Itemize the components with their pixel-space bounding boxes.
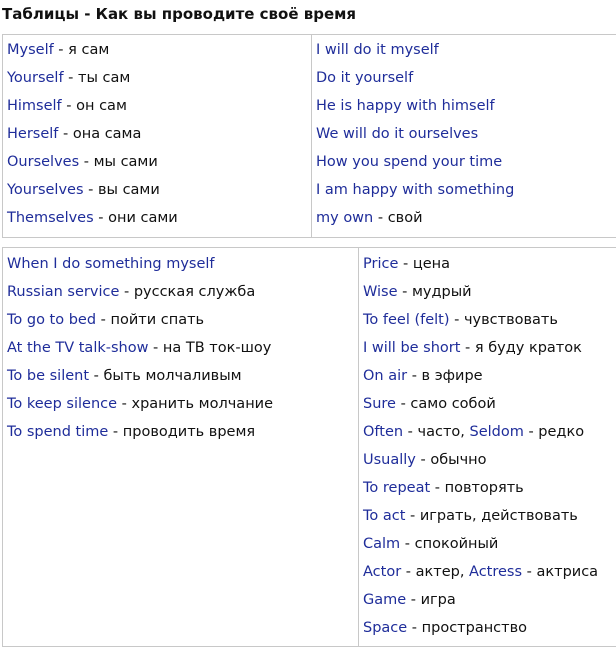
russian-translation: - актриса bbox=[522, 564, 599, 580]
english-term: I will be short bbox=[363, 340, 461, 356]
english-term: Price bbox=[363, 256, 399, 272]
russian-translation: - хранить молчание bbox=[117, 396, 274, 412]
russian-translation: - они сами bbox=[93, 210, 178, 226]
table-row bbox=[363, 450, 487, 470]
english-term: Ourselves bbox=[7, 154, 80, 170]
english-term: Myself bbox=[7, 42, 54, 58]
table-row bbox=[7, 254, 215, 274]
russian-translation: - на ТВ ток-шоу bbox=[148, 340, 272, 356]
table-row bbox=[363, 422, 584, 442]
russian-translation: - мы сами bbox=[79, 154, 158, 170]
russian-translation: - пространство bbox=[407, 620, 528, 636]
vocabulary-column-right bbox=[359, 248, 616, 646]
russian-translation: - мудрый bbox=[397, 284, 472, 300]
table-row bbox=[7, 208, 178, 228]
english-term: my own bbox=[316, 210, 374, 226]
russian-translation: - спокойный bbox=[400, 536, 499, 552]
table-row bbox=[7, 68, 130, 88]
table-row bbox=[363, 394, 496, 414]
english-term: Russian service bbox=[7, 284, 120, 300]
english-term: At the TV talk-show bbox=[7, 340, 149, 356]
english-term: Do it yourself bbox=[316, 70, 414, 86]
english-term: To go to bed bbox=[7, 312, 97, 328]
english-term: To spend time bbox=[7, 424, 109, 440]
english-term: Seldom bbox=[469, 424, 524, 440]
russian-translation: - она сама bbox=[58, 126, 142, 142]
russian-translation: - часто, bbox=[403, 424, 470, 440]
russian-translation: - в эфире bbox=[407, 368, 483, 384]
english-term: To feel (felt) bbox=[363, 312, 450, 328]
table-row bbox=[7, 422, 255, 442]
table-row bbox=[7, 40, 109, 60]
table-row bbox=[7, 96, 127, 116]
table-row bbox=[363, 338, 582, 358]
russian-translation: - я буду краток bbox=[460, 340, 582, 356]
pronouns-column-right bbox=[312, 35, 616, 237]
english-term: Game bbox=[363, 592, 407, 608]
english-term: Herself bbox=[7, 126, 59, 142]
russian-translation: - обычно bbox=[415, 452, 487, 468]
table-row bbox=[7, 180, 160, 200]
russian-translation: - чувствовать bbox=[449, 312, 558, 328]
table-row bbox=[363, 534, 498, 554]
russian-translation: - русская служба bbox=[119, 284, 256, 300]
english-term: To keep silence bbox=[7, 396, 118, 412]
table-row bbox=[363, 366, 483, 386]
table-row bbox=[316, 152, 502, 172]
english-term: I will do it myself bbox=[316, 42, 439, 58]
table-row bbox=[363, 254, 450, 274]
table-row bbox=[363, 506, 578, 526]
table-row bbox=[7, 152, 158, 172]
table-row bbox=[363, 478, 524, 498]
english-term: On air bbox=[363, 368, 408, 384]
russian-translation: - само собой bbox=[395, 396, 496, 412]
russian-translation: - играть, действовать bbox=[405, 508, 578, 524]
pronouns-table bbox=[2, 34, 616, 238]
english-term: Actor bbox=[363, 564, 402, 580]
english-term: To be silent bbox=[7, 368, 90, 384]
english-term: He is happy with himself bbox=[316, 98, 495, 114]
english-term: Wise bbox=[363, 284, 398, 300]
table-row bbox=[363, 282, 472, 302]
english-term: Sure bbox=[363, 396, 396, 412]
russian-translation: - я сам bbox=[53, 42, 110, 58]
russian-translation: - вы сами bbox=[83, 182, 160, 198]
english-term: Yourselves bbox=[7, 182, 84, 198]
page-title: Таблицы - Как вы проводите своё время bbox=[2, 5, 357, 23]
table-row bbox=[7, 338, 271, 358]
russian-translation: - ты сам bbox=[63, 70, 131, 86]
table-row bbox=[7, 282, 255, 302]
table-row bbox=[316, 40, 439, 60]
vocabulary-table bbox=[2, 247, 616, 647]
russian-translation: - актер, bbox=[401, 564, 470, 580]
english-term: Himself bbox=[7, 98, 62, 114]
english-term: Actress bbox=[469, 564, 523, 580]
english-term: Calm bbox=[363, 536, 401, 552]
english-term: I am happy with something bbox=[316, 182, 515, 198]
table-row bbox=[7, 394, 273, 414]
english-term: Themselves bbox=[7, 210, 94, 226]
english-term: To repeat bbox=[363, 480, 431, 496]
english-term: Often bbox=[363, 424, 404, 440]
table-row bbox=[316, 180, 514, 200]
english-term: Usually bbox=[363, 452, 416, 468]
russian-translation: - редко bbox=[523, 424, 585, 440]
english-term: Space bbox=[363, 620, 408, 636]
russian-translation: - проводить время bbox=[108, 424, 256, 440]
russian-translation: - быть молчаливым bbox=[89, 368, 242, 384]
russian-translation: - свой bbox=[373, 210, 423, 226]
russian-translation: - цена bbox=[398, 256, 450, 272]
pronouns-column-left bbox=[3, 35, 312, 237]
table-row bbox=[363, 310, 558, 330]
table-row bbox=[363, 618, 527, 638]
table-row bbox=[363, 562, 598, 582]
table-row bbox=[7, 366, 242, 386]
russian-translation: - игра bbox=[406, 592, 456, 608]
table-row bbox=[363, 590, 456, 610]
table-row bbox=[316, 96, 495, 116]
table-row bbox=[316, 208, 423, 228]
english-term: To act bbox=[363, 508, 406, 524]
english-term: We will do it ourselves bbox=[316, 126, 479, 142]
english-term: When I do something myself bbox=[7, 256, 215, 272]
russian-translation: - пойти спать bbox=[96, 312, 205, 328]
english-term: Yourself bbox=[7, 70, 64, 86]
russian-translation: - повторять bbox=[430, 480, 524, 496]
vocabulary-column-left bbox=[3, 248, 359, 646]
table-row bbox=[7, 310, 204, 330]
table-row bbox=[316, 124, 478, 144]
russian-translation: - он сам bbox=[61, 98, 127, 114]
table-row bbox=[7, 124, 141, 144]
table-row bbox=[316, 68, 413, 88]
english-term: How you spend your time bbox=[316, 154, 503, 170]
